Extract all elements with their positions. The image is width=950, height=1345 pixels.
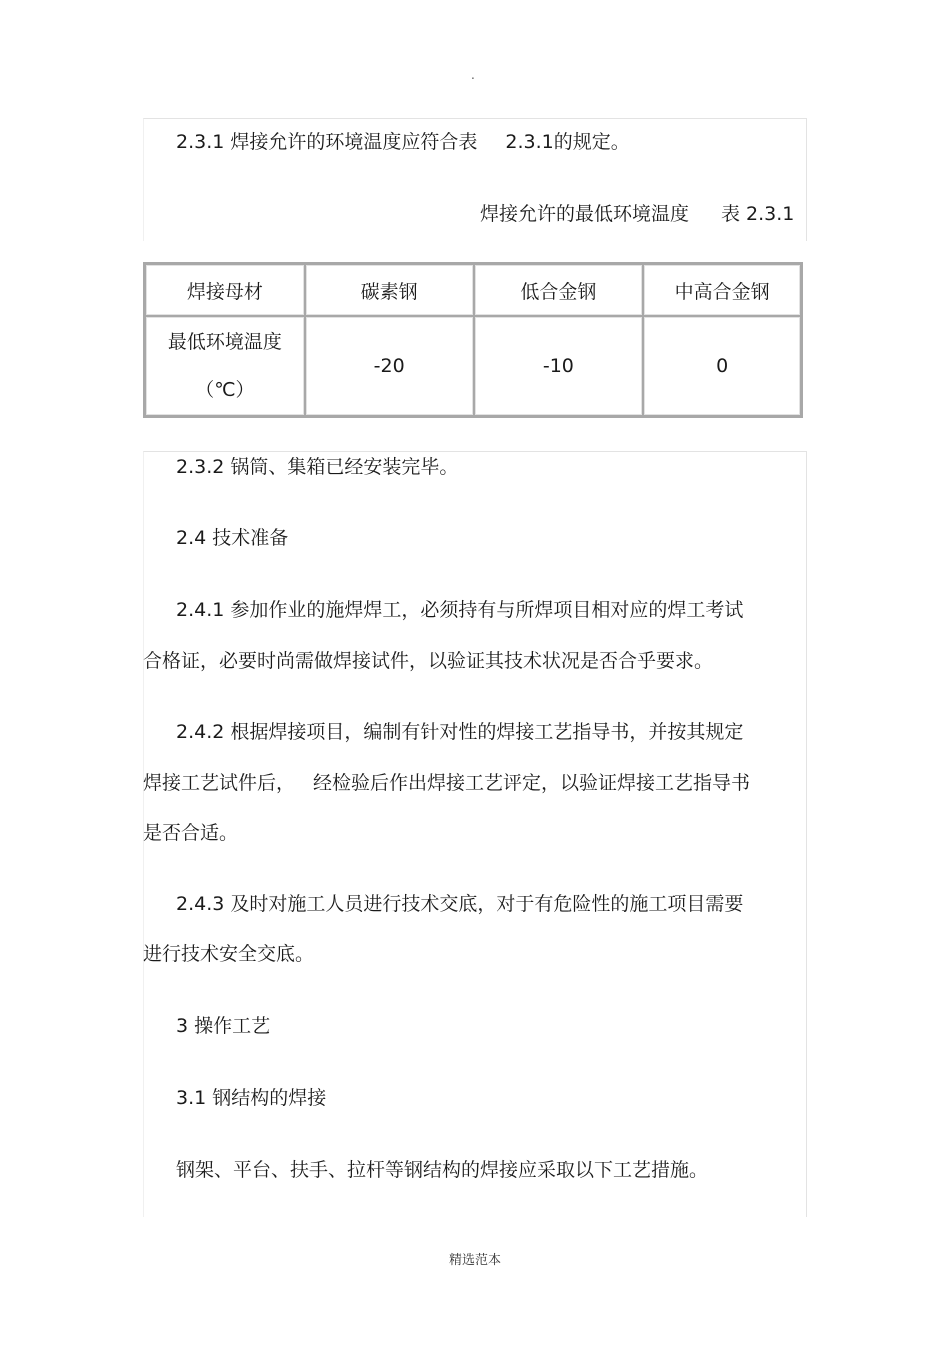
paragraph-2-3-2: 2.3.2 锅筒、集箱已经安装完毕。: [176, 456, 459, 478]
table-header-cell: 焊接母材: [145, 264, 305, 316]
table-caption: [480, 202, 794, 226]
table-row-label-line1: 最低环境温度: [167, 331, 282, 353]
table-cell-value: 0: [643, 316, 801, 416]
table-header-row: [145, 264, 801, 316]
header-mark: .: [471, 68, 475, 82]
table-caption-number: 表 2.3.1: [721, 203, 795, 225]
table-caption-title: 焊接允许的最低环境温度: [480, 203, 690, 225]
paragraph-2-4-2-line3: 是否合适。: [143, 822, 239, 844]
paragraph-2-4-3-line2: 进行技术安全交底。: [143, 943, 315, 965]
table-row: [145, 316, 801, 416]
heading-3-1: 3.1 钢结构的焊接: [176, 1087, 327, 1109]
paragraph-2-4-1-line2: 合格证，必要时尚需做焊接试件，以验证其技术状况是否合乎要求。: [143, 650, 714, 672]
paragraph-2-4-3-line1: 2.4.3 及时对施工人员进行技术交底，对于有危险性的施工项目需要: [176, 893, 744, 915]
paragraph-2-3-1: [176, 130, 630, 154]
heading-3: 3 操作工艺: [176, 1015, 271, 1037]
table-header-cell: 中高合金钢: [643, 264, 801, 316]
paragraph-2-4-2-line2-a: 焊接工艺试件后，: [143, 772, 296, 794]
table-cell-value: -20: [305, 316, 474, 416]
table-header-cell: 碳素钢: [305, 264, 474, 316]
paragraph-3-1: 钢架、平台、扶手、拉杆等钢结构的焊接应采取以下工艺措施。: [176, 1159, 709, 1181]
paragraph-2-3-1-text-b: 2.3.1的规定。: [505, 131, 630, 153]
temperature-table: [143, 262, 803, 418]
paragraph-2-3-1-text-a: 2.3.1 焊接允许的环境温度应符合表: [176, 131, 478, 153]
paragraph-2-4-2-line2: [143, 771, 750, 795]
table-row-label-line2: （℃）: [195, 379, 255, 401]
heading-2-4: 2.4 技术准备: [176, 527, 289, 549]
paragraph-2-4-1-line1: 2.4.1 参加作业的施焊焊工，必须持有与所焊项目相对应的焊工考试: [176, 599, 744, 621]
table-row-label: [145, 316, 305, 416]
page-footer: 精选范本: [448, 1253, 501, 1268]
paragraph-2-4-2-line2-b: 经检验后作出焊接工艺评定，以验证焊接工艺指导书: [313, 772, 751, 794]
table-cell-value: -10: [474, 316, 644, 416]
paragraph-2-4-2-line1: 2.4.2 根据焊接项目，编制有针对性的焊接工艺指导书，并按其规定: [176, 721, 744, 743]
table-header-cell: 低合金钢: [474, 264, 644, 316]
